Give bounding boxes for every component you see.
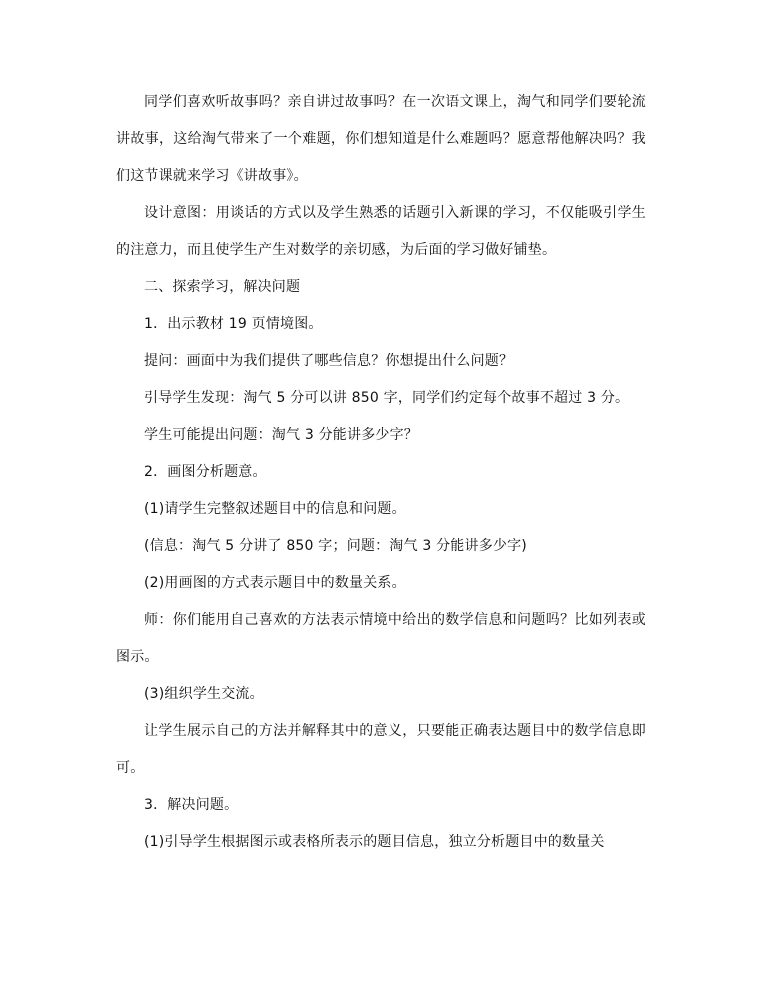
paragraph-sub-1-solve: (1)引导学生根据图示或表格所表示的题目信息，独立分析题目中的数量关	[144, 834, 605, 850]
paragraph-student-showcase: 让学生展示自己的方法并解释其中的意义，只要能正确表达题目中的数学信息即可。	[116, 723, 646, 776]
paragraph-sub-3: (3)组织学生交流。	[144, 686, 264, 702]
paragraph-step-2: 2．画图分析题意。	[144, 464, 267, 480]
paragraph-teacher-prompt: 师：你们能用自己喜欢的方法表示情境中给出的数学信息和问题吗？比如列表或图示。	[116, 612, 646, 665]
paragraph-step-1: 1．出示教材 19 页情境图。	[144, 316, 323, 332]
paragraph-info-question: (信息：淘气 5 分讲了 850 字；问题：淘气 3 分能讲多少字)	[144, 538, 527, 554]
paragraph-student-question: 学生可能提出问题：淘气 3 分能讲多少字？	[144, 427, 419, 443]
paragraph-guide-discovery: 引导学生发现：淘气 5 分可以讲 850 字，同学们约定每个故事不超过 3 分。	[144, 390, 630, 406]
document-body	[116, 84, 646, 861]
paragraph-step-3: 3．解决问题。	[144, 797, 239, 813]
paragraph-sub-1: (1)请学生完整叙述题目中的信息和问题。	[144, 501, 406, 517]
section-heading-explore: 二、探索学习，解决问题	[144, 279, 301, 295]
paragraph-sub-2: (2)用画图的方式表示题目中的数量关系。	[144, 575, 406, 591]
paragraph-design-intent: 设计意图：用谈话的方式以及学生熟悉的话题引入新课的学习，不仅能吸引学生的注意力，而且使学生产生对数学的亲切感，为后面的学习做好铺垫。	[116, 205, 646, 258]
paragraph-question: 提问：画面中为我们提供了哪些信息？你想提出什么问题？	[144, 353, 514, 369]
paragraph-intro-story: 同学们喜欢听故事吗？亲自讲过故事吗？在一次语文课上，淘气和同学们要轮流讲故事，这给淘气带来了一个难题，你们想知道是什么难题吗？愿意帮他解决吗？我们这节课就来学习《讲故事》。	[116, 94, 646, 184]
